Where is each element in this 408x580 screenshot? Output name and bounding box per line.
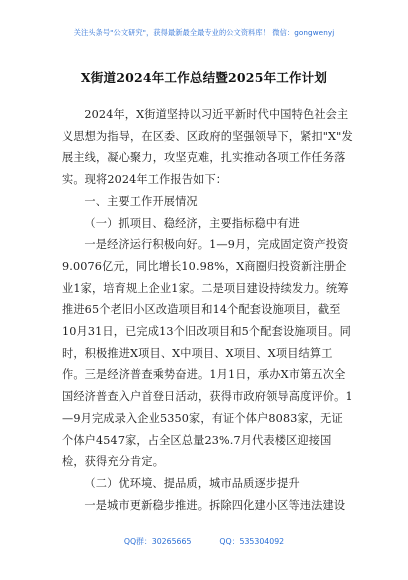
- document-title: X街道2024年工作总结暨2025年工作计划: [80, 70, 328, 85]
- subsection-heading: （二）优环境、提品质，城市品质逐步提升: [84, 476, 300, 490]
- footer-contact: [0, 536, 408, 547]
- section-heading: 一、主要工作开展情况: [84, 194, 198, 208]
- footer-qq-group: QQ群：30265665: [123, 537, 192, 546]
- paragraph-city-renewal: 一是城市更新稳步推进。拆除四化建小区等违法建设: [84, 498, 346, 512]
- header-banner: 关注头条号"公文研究"，获得最新最全最专业的公文资料库！ 微信：gongwenyj: [73, 28, 335, 37]
- paragraph-economy: 一是经济运行积极向好。1—9月，完成固定资产投资9.0076亿元，同比增长10.98%，X商圈归投资新注册企业1家，培育规上企业1家。二是项目建设持续发力。统筹推进65个老旧小区改造项目和14个配套设施项目，截至10月31日，已完成13个旧改项目和5个配套设施项目。同时，积极推进X项目、X中项目、X项目、X项目结算工作。三是经济普查乘势奋进。1月1日，承办X市第五次全国经济普查入户首登日活动，获得市政府领导高度评价。1—9月完成录入企业5350家，有证个体户8083家，无证个体户4547家，占全区总量23%.7月代表楼区迎接国检，获得充分肯定。: [62, 238, 353, 469]
- subsection-heading: （一）抓项目、稳经济，主要指标稳中有进: [84, 216, 300, 230]
- footer-qq: QQ：535304092: [219, 537, 285, 546]
- paragraph-intro: 2024年，X街道坚持以习近平新时代中国特色社会主义思想为指导，在区委、区政府的坚强领导下，紧扣"X"发展主线，凝心聚力，攻坚克难，扎实推动各项工作任务落实。现将2024年工作报告如下：: [62, 108, 353, 187]
- document-body: [62, 104, 354, 516]
